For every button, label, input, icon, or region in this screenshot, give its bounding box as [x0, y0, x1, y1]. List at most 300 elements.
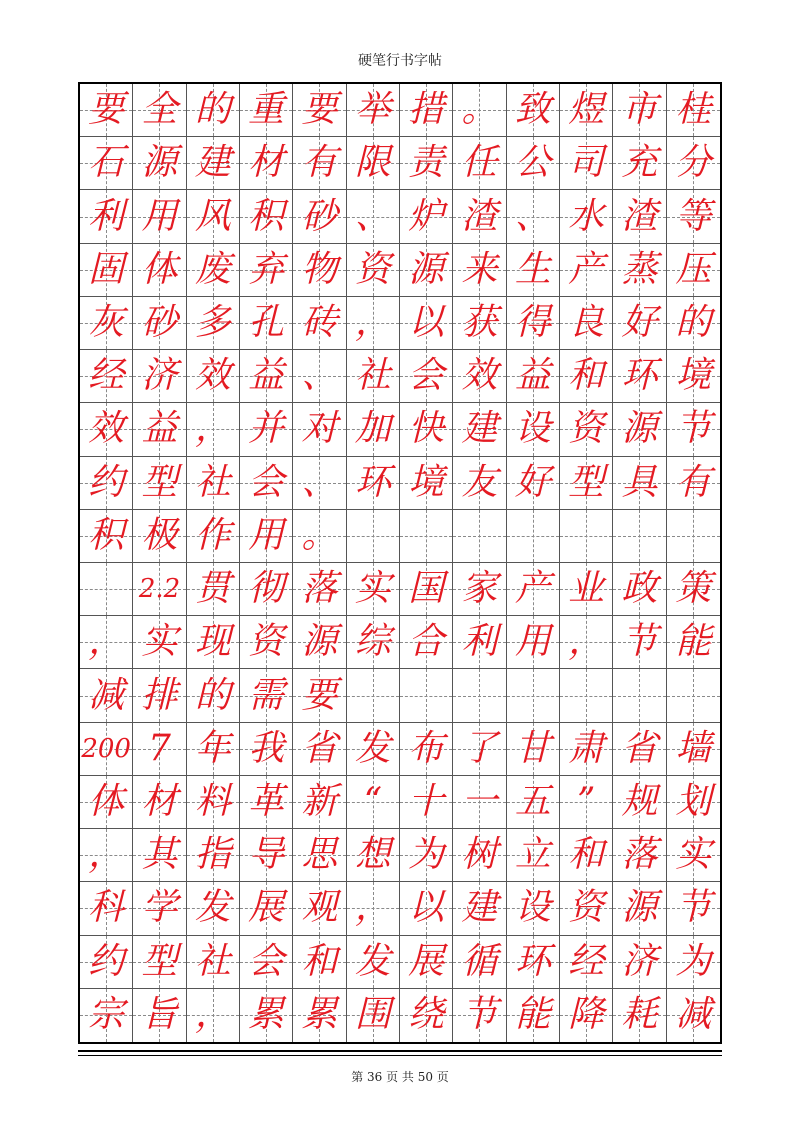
glyph: ，: [354, 301, 391, 343]
glyph: 社: [194, 461, 231, 503]
grid-cell: [507, 190, 560, 243]
grid-cell: [400, 84, 453, 137]
glyph: 为: [675, 940, 712, 982]
grid-cell: [613, 244, 666, 297]
grid-cell: [560, 403, 613, 456]
grid-cell: [187, 829, 240, 882]
grid-cell: [613, 137, 666, 190]
glyph: 发: [354, 727, 391, 769]
grid-cell: [80, 723, 133, 776]
glyph: 渣: [461, 195, 498, 237]
glyph: 以: [408, 301, 445, 343]
glyph: 实: [675, 834, 712, 876]
glyph: 想: [354, 834, 391, 876]
glyph: 和: [568, 355, 605, 397]
grid-cell: [507, 723, 560, 776]
glyph: 好: [621, 301, 658, 343]
grid-cell: [240, 616, 293, 669]
glyph: 型: [568, 461, 605, 503]
grid-cell: [133, 669, 186, 722]
grid-cell: [187, 350, 240, 403]
grid-cell: [133, 510, 186, 563]
glyph: 的: [194, 674, 231, 716]
glyph: 益: [141, 408, 178, 450]
grid-cell: [133, 457, 186, 510]
grid-cell: [400, 669, 453, 722]
grid-cell: [507, 297, 560, 350]
glyph: 、: [301, 461, 338, 503]
grid-cell: [187, 882, 240, 935]
glyph: 减: [88, 674, 125, 716]
grid-cell: [507, 403, 560, 456]
practice-grid: [78, 82, 722, 1044]
grid-cell: [667, 989, 720, 1042]
glyph: 绕: [408, 994, 445, 1036]
glyph: 渣: [621, 195, 658, 237]
glyph: 家: [461, 568, 498, 610]
glyph: 经: [568, 940, 605, 982]
grid-cell: [293, 84, 346, 137]
grid-cell: [667, 297, 720, 350]
glyph: 排: [141, 674, 178, 716]
grid-cell: [293, 669, 346, 722]
grid-cell: [240, 137, 293, 190]
grid-cell: [667, 244, 720, 297]
grid-cell: [453, 829, 506, 882]
grid-cell: [560, 776, 613, 829]
grid-cell: [400, 563, 453, 616]
glyph: 会: [248, 461, 285, 503]
glyph: 、: [301, 355, 338, 397]
grid-cell: [347, 616, 400, 669]
grid-cell: [453, 84, 506, 137]
glyph: 会: [408, 355, 445, 397]
grid-cell: [613, 84, 666, 137]
glyph: 社: [194, 940, 231, 982]
grid-cell: [400, 297, 453, 350]
glyph: 举: [354, 89, 391, 131]
glyph: 布: [408, 727, 445, 769]
glyph: 节: [675, 887, 712, 929]
grid-cell: [453, 936, 506, 989]
footer-divider: [78, 1050, 722, 1052]
glyph: 经: [88, 355, 125, 397]
glyph: 科: [88, 887, 125, 929]
glyph: 新: [301, 780, 338, 822]
grid-cell: [560, 84, 613, 137]
grid-cell: [347, 84, 400, 137]
grid-cell: [347, 563, 400, 616]
grid-cell: [80, 457, 133, 510]
glyph: 得: [514, 301, 551, 343]
glyph: 限: [354, 142, 391, 184]
glyph: 围: [354, 994, 391, 1036]
grid-cell: [560, 616, 613, 669]
grid-cell: [560, 882, 613, 935]
grid-cell: [667, 84, 720, 137]
grid-cell: [453, 669, 506, 722]
grid-cell: [507, 882, 560, 935]
grid-cell: [293, 829, 346, 882]
glyph: 五: [514, 780, 551, 822]
grid-cell: [293, 563, 346, 616]
glyph: 重: [248, 89, 285, 131]
footer-divider-thin: [78, 1055, 722, 1056]
glyph: 济: [621, 940, 658, 982]
glyph: 发: [354, 940, 391, 982]
grid-cell: [80, 563, 133, 616]
grid-cell: [293, 723, 346, 776]
grid-cell: [400, 829, 453, 882]
grid-cell: [293, 936, 346, 989]
grid-cell: [667, 137, 720, 190]
grid-cell: [347, 244, 400, 297]
grid-cell: [400, 137, 453, 190]
grid-cell: [560, 137, 613, 190]
grid-cell: [293, 510, 346, 563]
glyph: 落: [621, 834, 658, 876]
grid-cell: [613, 350, 666, 403]
grid-cell: [667, 563, 720, 616]
grid-cell: [400, 776, 453, 829]
grid-cell: [80, 297, 133, 350]
grid-cell: [347, 936, 400, 989]
glyph: 约: [88, 461, 125, 503]
glyph: 立: [514, 834, 551, 876]
glyph: 对: [301, 408, 338, 450]
grid-cell: [80, 829, 133, 882]
grid-cell: [507, 563, 560, 616]
grid-cell: [293, 457, 346, 510]
grid-cell: [80, 616, 133, 669]
glyph: 资: [248, 621, 285, 663]
glyph: 2.2: [138, 574, 181, 605]
glyph: 建: [461, 408, 498, 450]
grid-cell: [400, 403, 453, 456]
grid-cell: [400, 882, 453, 935]
glyph: 节: [461, 994, 498, 1036]
glyph: 砂: [141, 301, 178, 343]
glyph: 业: [568, 568, 605, 610]
glyph: 灰: [88, 301, 125, 343]
glyph: 源: [301, 621, 338, 663]
glyph: 设: [514, 887, 551, 929]
glyph: 煜: [568, 89, 605, 131]
glyph: 能: [514, 994, 551, 1036]
grid-cell: [187, 563, 240, 616]
grid-cell: [667, 350, 720, 403]
grid-cell: [133, 244, 186, 297]
glyph: 砖: [301, 301, 338, 343]
glyph: 效: [461, 355, 498, 397]
glyph: 用: [514, 621, 551, 663]
glyph: 我: [248, 727, 285, 769]
grid-cell: [240, 776, 293, 829]
grid-cell: [613, 776, 666, 829]
glyph: 资: [568, 408, 605, 450]
grid-cell: [133, 936, 186, 989]
grid-cell: [560, 190, 613, 243]
grid-cell: [613, 936, 666, 989]
grid-cell: [347, 297, 400, 350]
glyph: 蒸: [621, 248, 658, 290]
glyph: 分: [675, 142, 712, 184]
glyph: 年: [194, 727, 231, 769]
glyph: 益: [514, 355, 551, 397]
glyph: 彻: [248, 568, 285, 610]
glyph: 作: [194, 514, 231, 556]
glyph: 压: [675, 248, 712, 290]
glyph: ，: [194, 408, 231, 450]
grid-cell: [187, 936, 240, 989]
grid-cell: [667, 776, 720, 829]
glyph: 200: [81, 733, 131, 764]
grid-cell: [240, 510, 293, 563]
glyph: 降: [568, 994, 605, 1036]
grid-cell: [560, 457, 613, 510]
glyph: 。: [301, 514, 338, 556]
page-title: 硬笔行书字帖: [358, 53, 442, 69]
glyph: 和: [301, 940, 338, 982]
glyph: 要: [88, 89, 125, 131]
grid-cell: [187, 403, 240, 456]
grid-cell: [667, 829, 720, 882]
glyph: 思: [301, 834, 338, 876]
glyph: 宗: [88, 994, 125, 1036]
glyph: 革: [248, 780, 285, 822]
glyph: 甘: [514, 727, 551, 769]
grid-cell: [400, 350, 453, 403]
grid-cell: [187, 137, 240, 190]
glyph: 产: [514, 568, 551, 610]
grid-cell: [133, 297, 186, 350]
grid-cell: [240, 563, 293, 616]
glyph: 水: [568, 195, 605, 237]
grid-cell: [240, 882, 293, 935]
grid-cell: [560, 989, 613, 1042]
grid-cell: [560, 510, 613, 563]
grid-cell: [240, 350, 293, 403]
glyph: 观: [301, 887, 338, 929]
glyph: 用: [248, 514, 285, 556]
grid-cell: [453, 882, 506, 935]
grid-cell: [507, 989, 560, 1042]
grid-cell: [347, 723, 400, 776]
grid-cell: [293, 190, 346, 243]
glyph: 合: [408, 621, 445, 663]
grid-cell: [80, 989, 133, 1042]
grid-cell: [80, 403, 133, 456]
page-number: 第 36 页 共 50 页: [351, 1070, 449, 1084]
grid-cell: [293, 403, 346, 456]
glyph: 建: [461, 887, 498, 929]
grid-cell: [507, 84, 560, 137]
glyph: 料: [194, 780, 231, 822]
glyph: 规: [621, 780, 658, 822]
grid-cell: [80, 190, 133, 243]
glyph: 致: [514, 89, 551, 131]
grid-cell: [133, 137, 186, 190]
grid-cell: [80, 137, 133, 190]
grid-cell: [240, 190, 293, 243]
grid-cell: [400, 190, 453, 243]
glyph: 废: [194, 248, 231, 290]
glyph: 和: [568, 834, 605, 876]
grid-cell: [453, 190, 506, 243]
glyph: 省: [301, 727, 338, 769]
glyph: 利: [88, 195, 125, 237]
glyph: 设: [514, 408, 551, 450]
glyph: 体: [88, 780, 125, 822]
grid-cell: [667, 882, 720, 935]
grid-cell: [613, 829, 666, 882]
grid-cell: [613, 563, 666, 616]
grid-cell: [293, 297, 346, 350]
glyph: 现: [194, 621, 231, 663]
glyph: 全: [141, 89, 178, 131]
glyph: 政: [621, 568, 658, 610]
glyph: 来: [461, 248, 498, 290]
grid-cell: [560, 829, 613, 882]
glyph: 减: [675, 994, 712, 1036]
glyph: 境: [675, 355, 712, 397]
grid-cell: [80, 776, 133, 829]
grid-cell: [453, 350, 506, 403]
grid-cell: [347, 882, 400, 935]
grid-cell: [187, 84, 240, 137]
glyph: 责: [408, 142, 445, 184]
grid-cell: [507, 776, 560, 829]
glyph: 市: [621, 89, 658, 131]
grid-cell: [347, 350, 400, 403]
glyph: 孔: [248, 301, 285, 343]
glyph: 源: [141, 142, 178, 184]
grid-cell: [613, 669, 666, 722]
glyph: 指: [194, 834, 231, 876]
grid-cell: [453, 457, 506, 510]
glyph: 并: [248, 408, 285, 450]
grid-cell: [347, 137, 400, 190]
glyph: 国: [408, 568, 445, 610]
glyph: ，: [568, 621, 605, 663]
grid-cell: [293, 776, 346, 829]
glyph: 节: [675, 408, 712, 450]
glyph: 综: [354, 621, 391, 663]
grid-cell: [80, 882, 133, 935]
grid-cell: [613, 457, 666, 510]
glyph: 有: [675, 461, 712, 503]
glyph: 导: [248, 834, 285, 876]
grid-cell: [667, 616, 720, 669]
glyph: 社: [354, 355, 391, 397]
grid-cell: [613, 510, 666, 563]
grid-cell: [240, 457, 293, 510]
grid-cell: [667, 190, 720, 243]
grid-cell: [293, 616, 346, 669]
glyph: 的: [194, 89, 231, 131]
grid-cell: [133, 403, 186, 456]
glyph: 会: [248, 940, 285, 982]
glyph: 环: [354, 461, 391, 503]
grid-cell: [400, 510, 453, 563]
grid-cell: [293, 137, 346, 190]
grid-cell: [507, 510, 560, 563]
grid-cell: [613, 297, 666, 350]
glyph: 其: [141, 834, 178, 876]
glyph: 要: [301, 674, 338, 716]
grid-cell: [347, 669, 400, 722]
glyph: 树: [461, 834, 498, 876]
glyph: “: [363, 780, 383, 822]
grid-cell: [187, 297, 240, 350]
glyph: 体: [141, 248, 178, 290]
grid-cell: [507, 244, 560, 297]
grid-cell: [187, 457, 240, 510]
glyph: 公: [514, 142, 551, 184]
glyph: ，: [88, 621, 125, 663]
glyph: 好: [514, 461, 551, 503]
grid-cell: [400, 989, 453, 1042]
glyph: 环: [514, 940, 551, 982]
grid-cell: [240, 244, 293, 297]
grid-cell: [507, 457, 560, 510]
glyph: 环: [621, 355, 658, 397]
glyph: 学: [141, 887, 178, 929]
glyph: 、: [354, 195, 391, 237]
glyph: 良: [568, 301, 605, 343]
glyph: 济: [141, 355, 178, 397]
glyph: 材: [248, 142, 285, 184]
grid-cell: [133, 350, 186, 403]
grid-cell: [347, 989, 400, 1042]
grid-cell: [453, 723, 506, 776]
glyph: 效: [88, 408, 125, 450]
glyph: 为: [408, 834, 445, 876]
glyph: 资: [568, 887, 605, 929]
grid-cell: [667, 510, 720, 563]
glyph: 加: [354, 408, 391, 450]
glyph: 实: [141, 621, 178, 663]
glyph: 司: [568, 142, 605, 184]
grid-cell: [453, 776, 506, 829]
grid-cell: [347, 457, 400, 510]
glyph: 多: [194, 301, 231, 343]
grid-cell: [613, 190, 666, 243]
glyph: 充: [621, 142, 658, 184]
grid-cell: [400, 616, 453, 669]
grid-cell: [453, 297, 506, 350]
glyph: 划: [675, 780, 712, 822]
glyph: 效: [194, 355, 231, 397]
glyph: 用: [141, 195, 178, 237]
glyph: 炉: [408, 195, 445, 237]
grid-cell: [293, 882, 346, 935]
glyph: 有: [301, 142, 338, 184]
grid-cell: [453, 244, 506, 297]
glyph: 实: [354, 568, 391, 610]
glyph: 风: [194, 195, 231, 237]
grid-cell: [187, 776, 240, 829]
grid-cell: [613, 989, 666, 1042]
glyph: 积: [248, 195, 285, 237]
glyph: 资: [354, 248, 391, 290]
glyph: 累: [248, 994, 285, 1036]
grid-cell: [613, 882, 666, 935]
glyph: 墙: [675, 727, 712, 769]
grid-cell: [293, 244, 346, 297]
grid-cell: [347, 190, 400, 243]
glyph: 生: [514, 248, 551, 290]
